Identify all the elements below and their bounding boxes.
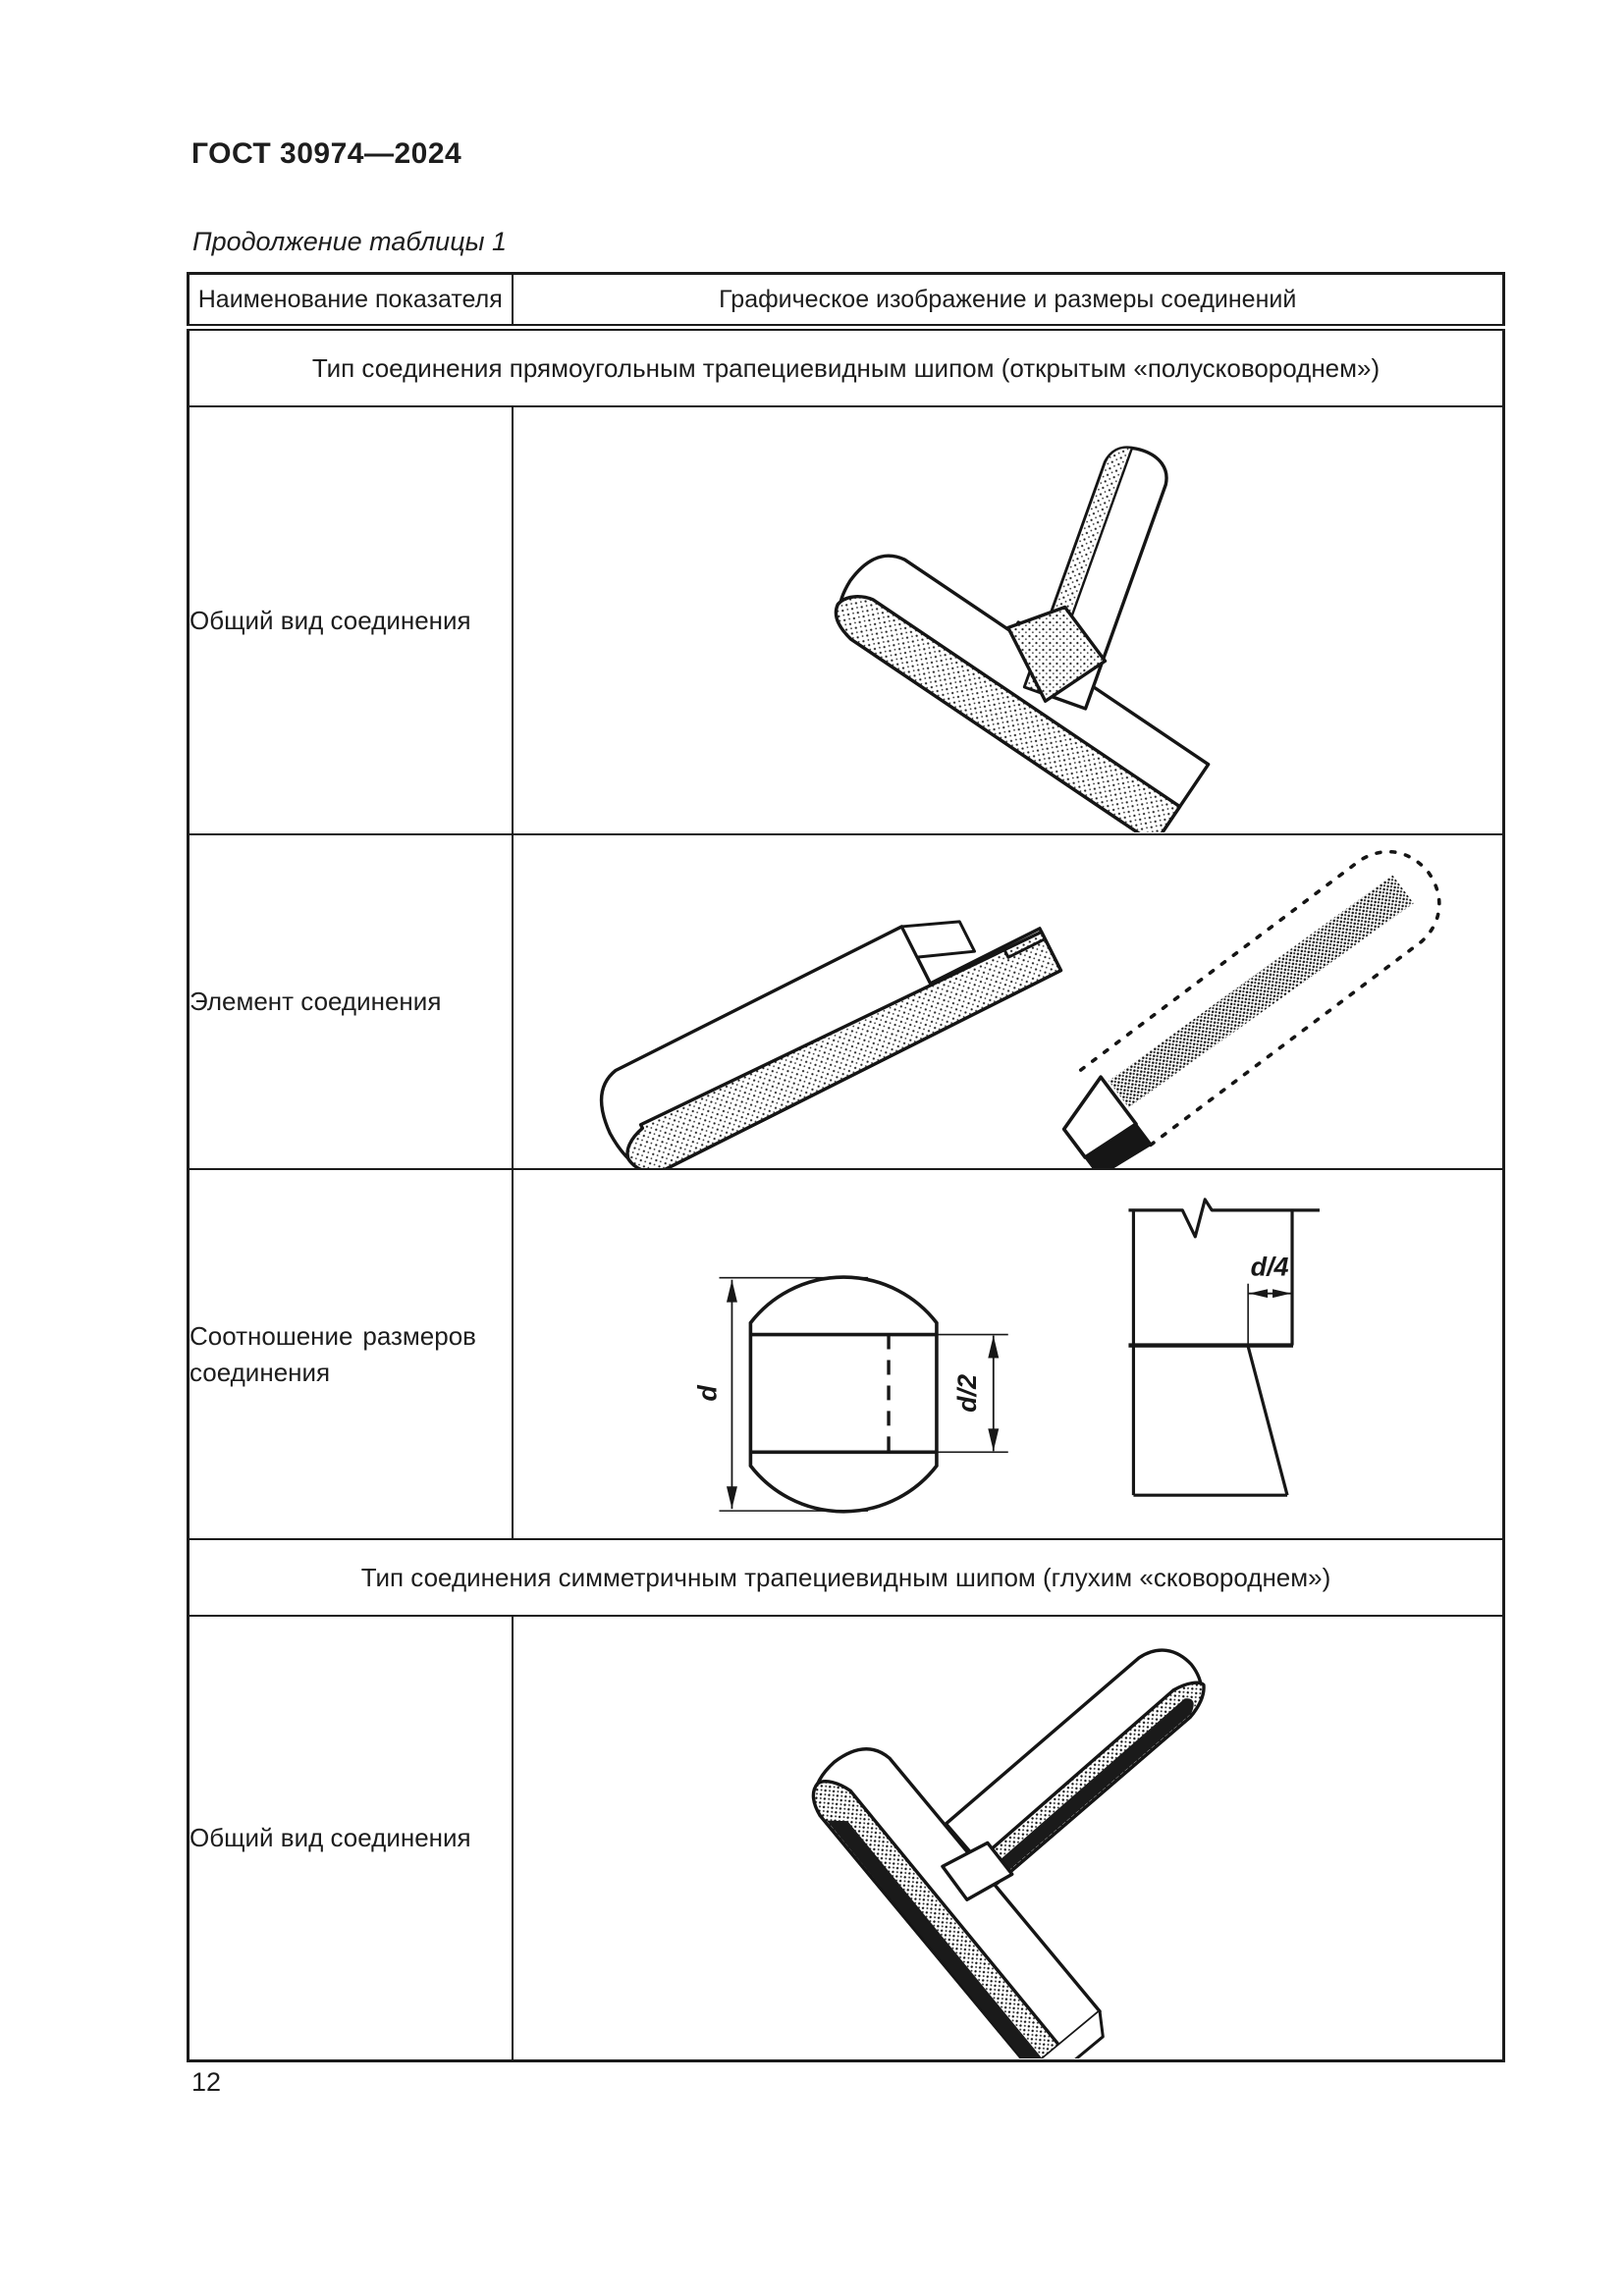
section-title-row-2 [189,1539,1504,1616]
row-label-overview-1: Общий вид соединения [189,406,513,834]
header-cell-indicator: Наименование показателя [189,274,513,328]
section-title-row-1 [189,328,1504,407]
table-caption: Продолжение таблицы 1 [192,227,508,256]
dim-label-d2: d/2 [951,1374,982,1414]
row-label-element: Элемент соединения [189,834,513,1169]
figure-cell-overview-2 [513,1616,1504,2061]
dimension-ratio-drawing [514,1170,1503,1537]
header-cell-graphic: Графическое изображение и размеры соединений [513,274,1504,328]
row-label-dimensions-text: Соотношение размеров соединения [189,1320,476,1387]
table-row [189,834,1504,1169]
page-number: 12 [191,2067,222,2097]
joints-table [187,272,1505,2062]
table-row [189,1169,1504,1539]
doc-code: ГОСТ 30974—2024 [191,137,462,170]
figure-cell-dimensions [513,1169,1504,1539]
dim-label-d4: d/4 [1250,1253,1289,1283]
section-title-2: Тип соединения симметричным трапециевидным шипом (глухим «сковороднем») [189,1539,1504,1616]
row-label-overview-2: Общий вид соединения [189,1616,513,2061]
table-header-row [189,274,1504,328]
table-row [189,1616,1504,2061]
figure-cell-element [513,834,1504,1169]
overview-blind-dovetail-drawing [514,1618,1503,2059]
table-row [189,406,1504,834]
overview-open-half-dovetail-drawing [514,408,1503,833]
row-label-dimensions [189,1169,513,1539]
section-title-1: Тип соединения прямоугольным трапециевидным шипом (открытым «полусковороднем») [189,328,1504,407]
joint-elements-drawing [514,835,1503,1167]
dim-label-d: d [691,1385,722,1403]
figure-cell-overview-1 [513,406,1504,834]
